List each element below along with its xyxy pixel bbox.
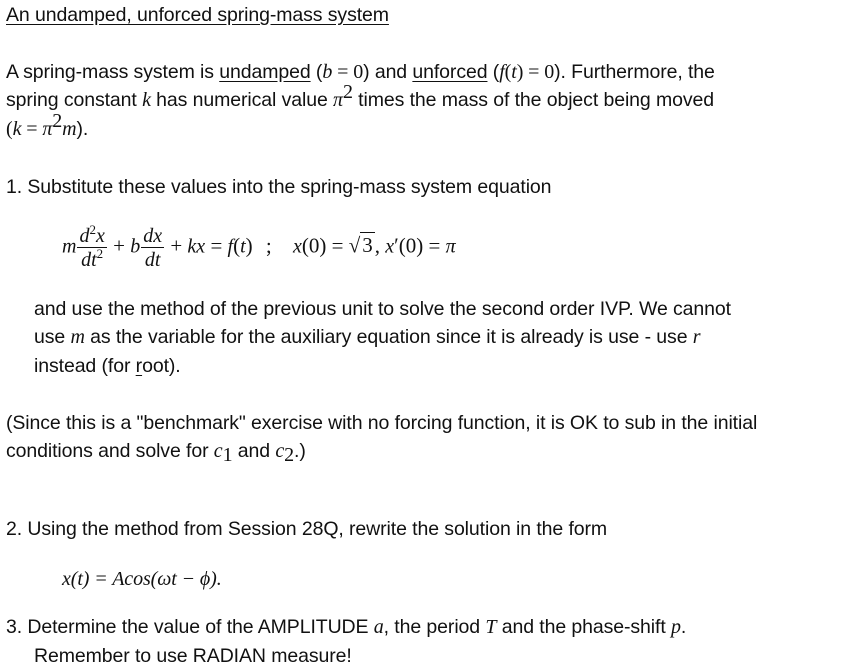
unforced-term: unforced (412, 61, 488, 83)
step-3-line-1: 3. Determine the value of the AMPLITUDE a, the period T and the phase-shift p. (6, 616, 687, 638)
spring-mass-equation: m $\frac{d^2x}{dt^2}$ + b $\frac{dx}{dt}$ + kx = f(t) ; x(0) = √3, x′(0) = π (62, 222, 456, 271)
step-1-after-line-3: instead (for root). (34, 355, 181, 377)
page-title (6, 4, 389, 27)
intro-line-1: A spring-mass system is undamped (b = 0) and unforced (f(t) = 0). Furthermore, the (6, 61, 715, 83)
undamped-term: undamped (219, 61, 311, 83)
step-2-text: 2. Using the method from Session 28Q, rewrite the solution in the form (6, 518, 608, 540)
step-1-after-line-2: use m as the variable for the auxiliary equation since it is already is use - use r (34, 326, 701, 348)
title-text: An undamped, unforced spring-mass system (6, 4, 389, 26)
step-1-text: 1. Substitute these values into the spring-mass system equation (6, 176, 552, 198)
step-2-formula: x(t) = Acos(ωt − ϕ). (62, 568, 222, 590)
step-1-after-line-1: and use the method of the previous unit to solve the second order IVP. We cannot (34, 298, 731, 320)
intro-line-3: $(k = \pi^2m)$. (6, 110, 89, 140)
intro-line-2: spring constant k has numerical value $\pi^2$ times the mass of the object being moved (6, 81, 715, 111)
note-line-1: (Since this is a "benchmark" exercise with no forcing function, it is OK to sub in the initial (6, 412, 758, 434)
note-line-2: conditions and solve for $c_1$ and $c_2$.) (6, 440, 306, 466)
step-3-line-2: Remember to use RADIAN measure! (34, 645, 352, 667)
